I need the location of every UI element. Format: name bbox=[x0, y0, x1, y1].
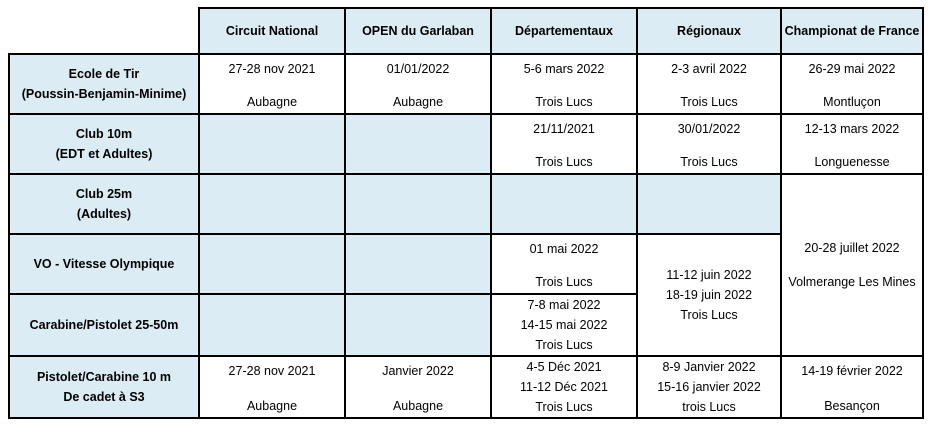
row-label-line2: (Poussin-Benjamin-Minime) bbox=[21, 87, 187, 101]
row-header-carabine-pistolet: Carabine/Pistolet 25-50m bbox=[9, 294, 199, 356]
event-place: Longuenesse bbox=[814, 155, 890, 169]
event-date: 27-28 nov 2021 bbox=[228, 364, 316, 378]
row-header-vo: VO - Vitesse Olympique bbox=[9, 234, 199, 294]
event-date: 11-12 juin 2022 bbox=[666, 268, 752, 282]
cell-club10-departementaux bbox=[491, 114, 637, 174]
event-date: 01 mai 2022 bbox=[529, 242, 599, 256]
cell-pistolet-circuit bbox=[199, 356, 345, 418]
cell-carabine-open-empty bbox=[345, 294, 491, 356]
cell-championnat-merged bbox=[781, 174, 923, 356]
event-place: Aubagne bbox=[246, 399, 298, 413]
col-header-regionaux: Régionaux bbox=[637, 8, 781, 54]
row-label-line2: (Adultes) bbox=[76, 207, 132, 221]
cell-pistolet-championnat bbox=[781, 356, 923, 418]
event-place: Aubagne bbox=[392, 95, 444, 109]
corner-cell bbox=[9, 8, 199, 54]
cell-carabine-departementaux bbox=[491, 294, 637, 356]
col-header-open-garlaban: OPEN du Garlaban bbox=[345, 8, 491, 54]
event-date-2: 11-12 Déc 2021 bbox=[519, 380, 609, 394]
event-date: 14-19 février 2022 bbox=[801, 364, 903, 378]
col-header-championnat-france: Championat de France bbox=[781, 8, 923, 54]
event-date: 26-29 mai 2022 bbox=[808, 62, 896, 76]
row-label-line2: De cadet à S3 bbox=[63, 390, 145, 404]
cell-ecole-open bbox=[345, 54, 491, 114]
col-header-departementaux: Départementaux bbox=[491, 8, 637, 54]
row-label-line2: (EDT et Adultes) bbox=[55, 147, 153, 161]
event-date-2: 15-16 janvier 2022 bbox=[657, 380, 761, 394]
cell-ecole-championnat bbox=[781, 54, 923, 114]
competition-schedule-table bbox=[8, 7, 924, 419]
event-date: 21/11/2021 bbox=[533, 122, 595, 136]
cell-vo-departementaux bbox=[491, 234, 637, 294]
row-header-club-10m bbox=[9, 114, 199, 174]
cell-club10-regionaux bbox=[637, 114, 781, 174]
event-place: Trois Lucs bbox=[535, 400, 593, 414]
row-header-club-25m bbox=[9, 174, 199, 234]
event-date: 4-5 Déc 2021 bbox=[526, 360, 602, 374]
event-place: Montluçon bbox=[823, 95, 881, 109]
row-label-line1: Pistolet/Carabine 10 m bbox=[36, 370, 172, 384]
cell-vo-open-empty bbox=[345, 234, 491, 294]
cell-club10-circuit-empty bbox=[199, 114, 345, 174]
event-place: Aubagne bbox=[246, 95, 298, 109]
event-place: Trois Lucs bbox=[535, 275, 593, 289]
cell-club10-championnat bbox=[781, 114, 923, 174]
cell-regionaux-merged bbox=[637, 234, 781, 356]
cell-pistolet-open bbox=[345, 356, 491, 418]
event-date: 2-3 avril 2022 bbox=[671, 62, 747, 76]
event-date: 27-28 nov 2021 bbox=[228, 62, 316, 76]
event-place: Trois Lucs bbox=[680, 155, 738, 169]
cell-club10-open-empty bbox=[345, 114, 491, 174]
cell-club25-departementaux-empty bbox=[491, 174, 637, 234]
event-date-2: 14-15 mai 2022 bbox=[520, 318, 608, 332]
event-date: Janvier 2022 bbox=[382, 364, 454, 378]
event-date: 01/01/2022 bbox=[386, 62, 450, 76]
cell-pistolet-regionaux bbox=[637, 356, 781, 418]
event-place: Aubagne bbox=[392, 399, 444, 413]
row-header-ecole-de-tir bbox=[9, 54, 199, 114]
cell-ecole-circuit bbox=[199, 54, 345, 114]
event-place: Trois Lucs bbox=[535, 338, 593, 352]
cell-ecole-departementaux bbox=[491, 54, 637, 114]
event-place: Volmerange Les Mines bbox=[788, 275, 916, 289]
cell-carabine-circuit-empty bbox=[199, 294, 345, 356]
event-date: 12-13 mars 2022 bbox=[804, 122, 900, 136]
event-place: Trois Lucs bbox=[680, 95, 738, 109]
event-date: 5-6 mars 2022 bbox=[523, 62, 605, 76]
event-place: Trois Lucs bbox=[535, 155, 593, 169]
event-place: Besançon bbox=[824, 399, 880, 413]
event-place: Trois Lucs bbox=[535, 95, 593, 109]
col-header-circuit-national: Circuit National bbox=[199, 8, 345, 54]
cell-vo-circuit-empty bbox=[199, 234, 345, 294]
row-label-line1: Club 25m bbox=[75, 187, 133, 201]
cell-ecole-regionaux bbox=[637, 54, 781, 114]
cell-club25-open-empty bbox=[345, 174, 491, 234]
cell-club25-circuit-empty bbox=[199, 174, 345, 234]
event-date-2: 18-19 juin 2022 bbox=[665, 288, 753, 302]
row-label-line1: Ecole de Tir bbox=[68, 67, 140, 81]
event-place: trois Lucs bbox=[682, 400, 736, 414]
cell-club25-regionaux-empty bbox=[637, 174, 781, 234]
row-header-pistolet-carabine-10m bbox=[9, 356, 199, 418]
event-date: 20-28 juillet 2022 bbox=[804, 241, 900, 255]
row-label-line1: Club 10m bbox=[75, 127, 133, 141]
event-date: 8-9 Janvier 2022 bbox=[662, 360, 756, 374]
event-date: 30/01/2022 bbox=[677, 122, 741, 136]
event-date: 7-8 mai 2022 bbox=[527, 298, 601, 312]
event-place: Trois Lucs bbox=[680, 308, 738, 322]
cell-pistolet-departementaux bbox=[491, 356, 637, 418]
